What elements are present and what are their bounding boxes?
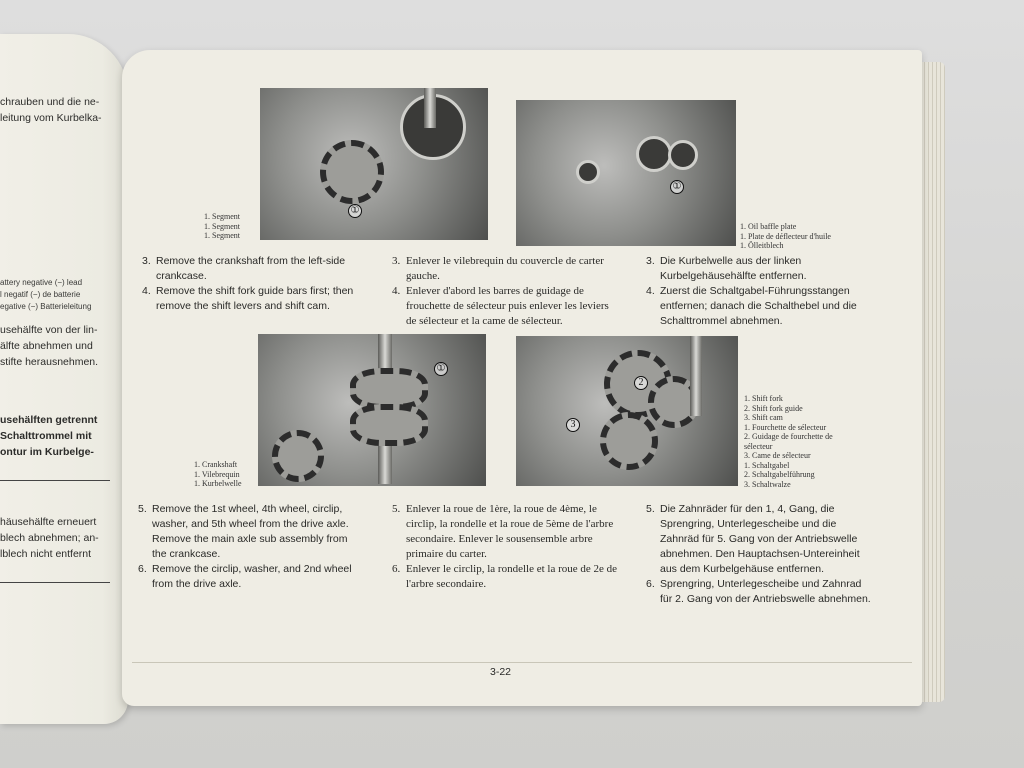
photo-crankcase-segment bbox=[260, 88, 488, 240]
left-line: l negatif (−) de batterie bbox=[0, 290, 81, 299]
left-line: lblech nicht entfernt bbox=[0, 548, 92, 560]
left-line: häusehälfte erneuert bbox=[0, 516, 97, 528]
left-line: egative (−) Batterieleitung bbox=[0, 302, 92, 311]
crank-web-shape bbox=[350, 404, 428, 446]
gear-shape bbox=[600, 412, 658, 470]
fig4-legend: 1. Shift fork 2. Shift fork guide 3. Shift cam 1. Fourchette de sélecteur 2. Guidage de fourchette de sélecteur 3. Came de sélecteur 1. Schaltgabel 2. Schaltgabelführung 3. Schaltwalze bbox=[744, 394, 833, 489]
left-line: leitung vom Kurbelka- bbox=[0, 112, 102, 124]
left-line: usehälfte von der lin- bbox=[0, 324, 98, 336]
left-line: älfte abnehmen und bbox=[0, 340, 93, 352]
callout-1: ① bbox=[434, 362, 448, 376]
photo-crankshaft bbox=[258, 334, 486, 486]
segment-gear-shape bbox=[320, 140, 384, 204]
fig3-legend: 1. Crankshaft 1. Vilebrequin 1. Kurbelwelle bbox=[194, 460, 242, 488]
left-line: chrauben und die ne- bbox=[0, 96, 100, 108]
german-upper-column: 3. Die Kurbelwelle aus der linken Kurbelgehäusehälfte entfernen. 4. Zuerst die Schaltgabel-Führungsstangen entfernen; danach die Schalthebel und die Schalttrommel abnehmen. bbox=[646, 255, 857, 327]
photo-oil-baffle-plate bbox=[516, 100, 736, 246]
left-line: ontur im Kurbelge- bbox=[0, 446, 94, 458]
shaft-shape bbox=[690, 336, 702, 416]
right-page bbox=[122, 50, 922, 706]
bearing-shape bbox=[576, 160, 600, 184]
german-lower-column: 5. Die Zahnräder für den 1, 4, Gang, die Sprengring, Unterlegescheibe und die Zahnräd für 5. Gang von der Antriebswelle abnehmen. Den Hauptachsen-Untereinheit aus dem Kurbelgehäuse entfernen. 6. Sprengring, Unterlegescheibe und Zahnrad für 2. Gang von der Antriebswelle abnehmen. bbox=[646, 503, 871, 605]
photo-transmission bbox=[516, 336, 738, 486]
callout-2: 2 bbox=[634, 376, 648, 390]
footer-rule bbox=[132, 662, 912, 663]
left-line: Schalttrommel mit bbox=[0, 430, 92, 442]
left-line: stifte herausnehmen. bbox=[0, 356, 99, 368]
left-page bbox=[0, 34, 128, 724]
left-rule bbox=[0, 582, 110, 583]
bearing-shape bbox=[668, 140, 698, 170]
english-upper-column: 3. Remove the crankshaft from the left-side crankcase. 4. Remove the shift fork guide bars first; then remove the shift levers and shift cam. bbox=[142, 255, 354, 312]
english-lower-column: 5. Remove the 1st wheel, 4th wheel, circlip, washer, and 5th wheel from the drive axle. Remove the main axle sub assembly from the crankcase. 6. Remove the circlip, washer, and 2nd wheel from the drive axle. bbox=[138, 503, 352, 590]
left-line: attery negative (−) lead bbox=[0, 278, 83, 287]
left-line: usehälften getrennt bbox=[0, 414, 98, 426]
left-line: blech abnehmen; an- bbox=[0, 532, 99, 544]
bearing-shape bbox=[636, 136, 672, 172]
callout-1: ① bbox=[348, 204, 362, 218]
left-rule bbox=[0, 480, 110, 481]
callout-1: ① bbox=[670, 180, 684, 194]
fig2-legend: 1. Oil baffle plate 1. Plate de déflecteur d'huile 1. Ölleitblech bbox=[740, 222, 831, 250]
shaft-shape bbox=[424, 88, 436, 128]
french-lower-column: 5. Enlever la roue de 1ère, la roue de 4ème, le circlip, la rondelle et la roue de 5ème de l'arbre secondaire. Enlever le sousensemble arbre primaire du carter. 6. Enlever le circlip, la rondelle et la roue de 2e de l'arbre secondaire. bbox=[392, 503, 618, 590]
french-upper-column: 3. Enlever le vilebrequin du couvercle de carter gauche. 4. Enlever d'abord les barres de guidage de frouchette de sélecteur puis enlever les leviers de sélecteur et la came de sélecteur. bbox=[392, 255, 609, 327]
callout-3: 3 bbox=[566, 418, 580, 432]
fig1-legend: 1. Segment 1. Segment 1. Segment bbox=[204, 212, 240, 240]
gear-shape bbox=[272, 430, 324, 482]
page-number: 3-22 bbox=[490, 666, 512, 678]
